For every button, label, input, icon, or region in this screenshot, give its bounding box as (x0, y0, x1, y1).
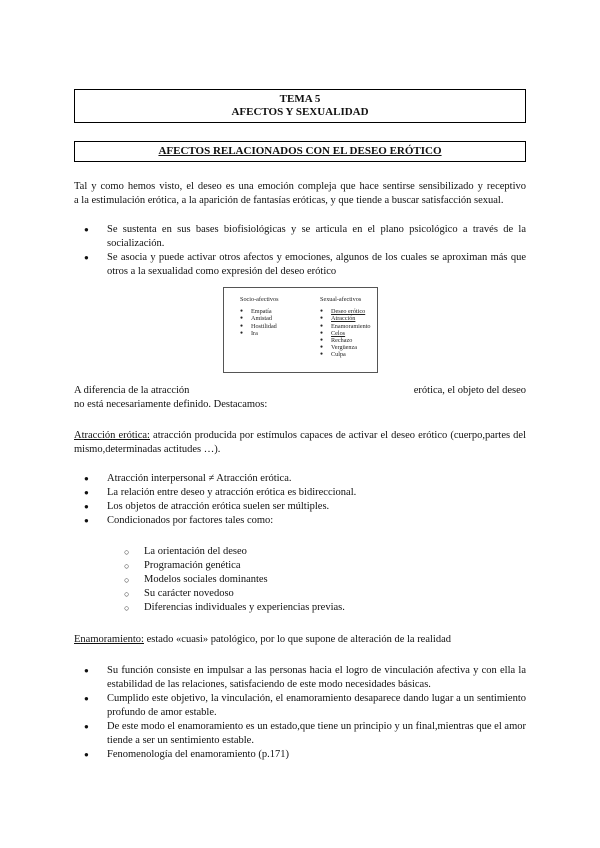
figure-item: ● Amistad (240, 315, 279, 322)
figure-item: ● Deseo erótico (320, 308, 371, 315)
list-item: ● Fenomenología del enamoramiento (p.171) (107, 748, 526, 762)
socio-affective-heading: Socio-afectivos (240, 296, 279, 303)
figure-item: ● Vergüenza (320, 344, 371, 351)
topic-title: AFECTOS Y SEXUALIDAD (231, 106, 369, 118)
enamoramiento-definition (74, 633, 526, 647)
intro-paragraph (74, 180, 526, 208)
list-item: ○ La orientación del deseo (144, 545, 526, 559)
attraction-intro-line-2: no está necesariamente definido. Destacamos: (74, 399, 268, 410)
section-heading-box (74, 141, 526, 162)
figure-item: ● Rechazo (320, 337, 371, 344)
attraction-definition (74, 429, 526, 457)
factor-list (144, 545, 526, 615)
attraction-intro-paragraph (74, 384, 526, 412)
intro-line-2: a la estimulación erótica, a la aparición de fantasías eróticas, y que tiende a buscar satisfacción sexual. (74, 195, 504, 206)
list-item: ● Los objetos de atracción erótica suelen ser múltiples. (107, 500, 526, 514)
list-item: ○ Programación genética (144, 559, 526, 573)
figure-item: ● Enamoramiento (320, 323, 371, 330)
list-item: ● La relación entre deseo y atracción erótica es bidireccional. (107, 486, 526, 500)
affects-classification-figure (223, 287, 378, 373)
list-item: ● Se asocia y puede activar otros afectos y emociones, algunos de los cuales se aproximan más que otros a la sexualidad como expresión del deseo erótico (107, 251, 526, 279)
title-box (74, 89, 526, 123)
figure-item: ● Hostilidad (240, 323, 279, 330)
sexual-affective-column (320, 296, 371, 359)
list-item: ● Cumplido este objetivo, la vinculación, el enamoramiento desaparece dando lugar a un sentimiento profundo de amor estable. (107, 692, 526, 720)
figure-item: ● Empatía (240, 308, 279, 315)
list-item: ○ Diferencias individuales y experiencias previas. (144, 601, 526, 615)
list-item: ○ Modelos sociales dominantes (144, 573, 526, 587)
list-item: ● Se sustenta en sus bases biofisiológicas y se articula en el plano psicológico a través de la socialización. (107, 223, 526, 251)
sexual-affective-heading: Sexual-afectivos (320, 296, 362, 303)
list-item: ● Su función consiste en impulsar a las personas hacia el logro de vinculación afectiva y con ella la estabilidad de las relaciones, satisfaciendo de este modo necesidades básicas. (107, 664, 526, 692)
topic-number: TEMA 5 (279, 93, 321, 105)
socio-affective-column (240, 296, 279, 337)
bullet-list-attraction (107, 472, 526, 528)
attraction-intro-part-2: erótica, el objeto del deseo (413, 385, 526, 396)
figure-item: ● Atracción (320, 315, 371, 322)
figure-item: ● Celos (320, 330, 371, 337)
list-item: ○ Su carácter novedoso (144, 587, 526, 601)
attraction-term: Atracción erótica: (74, 430, 150, 441)
enamoramiento-text: estado «cuasi» patológico, por lo que supone de alteración de la realidad (143, 634, 452, 645)
list-item: ● De este modo el enamoramiento es un estado,que tiene un principio y un final,mientras que el amor tiende a ser un sentimiento estable. (107, 720, 526, 748)
list-item: ● Atracción interpersonal ≠ Atracción erótica. (107, 472, 526, 486)
enamoramiento-term: Enamoramiento: (74, 634, 144, 645)
list-item: ● Condicionados por factores tales como: (107, 514, 526, 528)
figure-item: ● Ira (240, 330, 279, 337)
bullet-list-enamoramiento (107, 664, 526, 762)
figure-item: ● Culpa (320, 351, 371, 358)
bullet-list-desire (107, 223, 526, 279)
section-heading: AFECTOS RELACIONADOS CON EL DESEO ERÓTICO (158, 145, 442, 157)
intro-line-1: Tal y como hemos visto, el deseo es una emoción compleja que hace sentirse sensibilizado y receptivo (74, 181, 526, 192)
attraction-text: atracción producida por estímulos capaces de activar el deseo erótico (cuerpo,partes del mismo,determinadas actitudes …). (74, 430, 527, 455)
attraction-intro-part-1: A diferencia de la atracción (74, 385, 190, 396)
